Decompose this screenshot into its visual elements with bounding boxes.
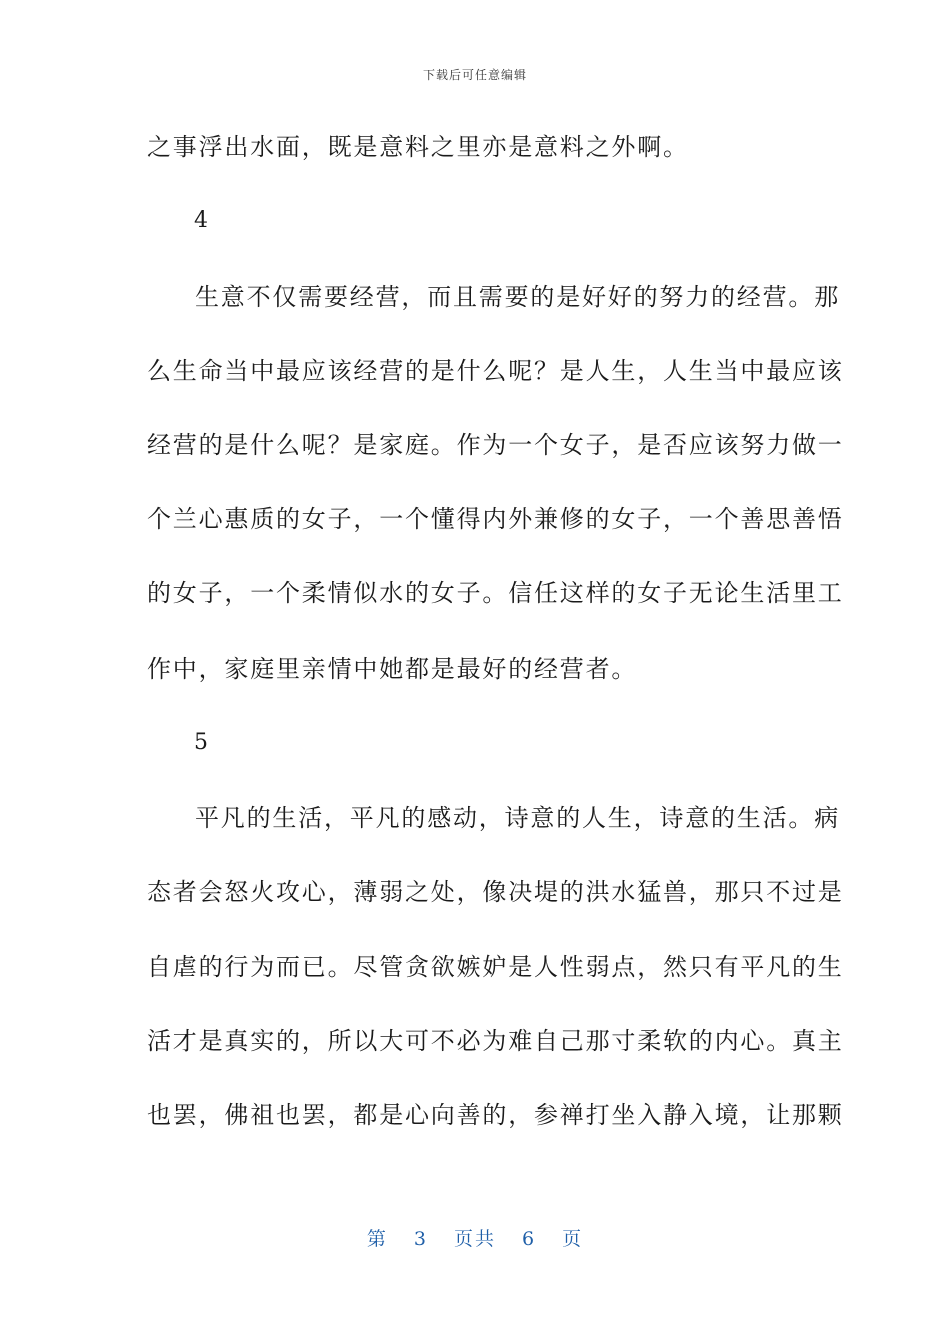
paragraph-line: 作中，家庭里亲情中她都是最好的经营者。 — [147, 655, 638, 683]
page-footer — [0, 1224, 950, 1251]
paragraph-line: 生意不仅需要经营，而且需要的是好好的努力的经营。那 — [195, 283, 840, 311]
paragraph-line: 自虐的行为而已。尽管贪欲嫉妒是人性弱点，然只有平凡的生 — [147, 953, 844, 981]
paragraph-line: 个兰心惠质的女子，一个懂得内外兼修的女子，一个善思善悟 — [147, 505, 844, 533]
page-header-note: 下载后可任意编辑 — [422, 68, 527, 82]
paragraph-line: 活才是真实的，所以大可不必为难自己那寸柔软的内心。真主 — [147, 1027, 844, 1055]
paragraph-line: 经营的是什么呢？是家庭。作为一个女子，是否应该努力做一 — [147, 431, 844, 459]
paragraph-line: 么生命当中最应该经营的是什么呢？是人生，人生当中最应该 — [147, 357, 844, 385]
section-number-5: 5 — [194, 730, 208, 755]
paragraph-line: 态者会怒火攻心，薄弱之处，像决堤的洪水猛兽，那只不过是 — [147, 878, 844, 906]
footer-suffix: 页 — [562, 1228, 584, 1250]
footer-page-number: 3 — [413, 1228, 428, 1250]
footer-total-pages: 6 — [522, 1228, 537, 1250]
footer-middle: 页共 — [453, 1228, 496, 1250]
footer-prefix: 第 — [366, 1228, 388, 1250]
paragraph-line: 平凡的生活，平凡的感动，诗意的人生，诗意的生活。病 — [195, 804, 840, 832]
paragraph-line: 的女子，一个柔情似水的女子。信任这样的女子无论生活里工 — [147, 579, 844, 607]
section-number-4: 4 — [194, 208, 208, 233]
paragraph-line: 也罢，佛祖也罢，都是心向善的，参禅打坐入静入境，让那颗 — [147, 1101, 844, 1129]
text-line: 之事浮出水面，既是意料之里亦是意料之外啊。 — [147, 133, 689, 161]
